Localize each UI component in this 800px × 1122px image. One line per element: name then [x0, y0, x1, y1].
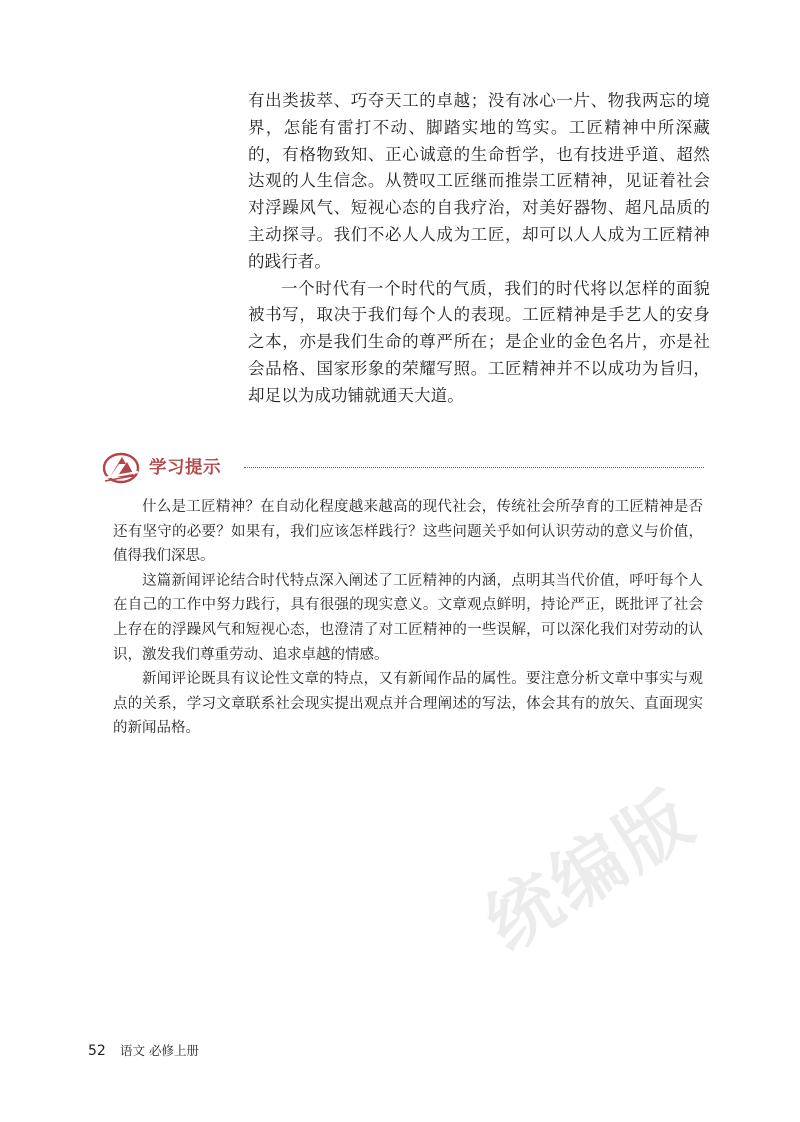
page-number: 52 [88, 1043, 106, 1059]
main-text [248, 88, 710, 410]
main-paragraph-1: 有出类拔萃、巧夺天工的卓越；没有冰心一片、物我两忘的境界，怎能有雷打不动、脚踏实地的笃实。工匠精神中所深藏的，有格物致知、正心诚意的生命哲学，也有技进乎道、超然达观的人生信念。从赞叹工匠继而推崇工匠精神，见证着社会对浮躁风气、短视心态的自我疗治，对美好器物、超凡品质的主动探寻。我们不必人人成为工匠，却可以人人成为工匠精神的践行者。 [248, 91, 710, 271]
tips-paragraph-3: 新闻评论既具有议论性文章的特点，又有新闻作品的属性。要注意分析文章中事实与观点的关系，学习文章联系社会现实提出观点并合理阐述的写法，体会其有的放矢、直面现实的新闻品格。 [113, 671, 703, 737]
edition-watermark: 统编版 [471, 774, 710, 967]
study-tips-title: 学习提示 [149, 458, 221, 478]
dotted-divider [244, 467, 704, 468]
book-name: 语文 必修上册 [119, 1043, 199, 1058]
main-paragraph-2: 一个时代有一个时代的气质，我们的时代将以怎样的面貌被书写，取决于我们每个人的表现。工匠精神是手艺人的安身之本，亦是我们生命的尊严所在；是企业的金色名片，亦是社会品格、国家形象的荣耀写照。工匠精神并不以成功为旨归，却足以为成功铺就通天大道。 [248, 278, 710, 405]
page-footer [88, 1041, 199, 1059]
study-tips-body [113, 495, 703, 741]
study-tips-header [102, 450, 704, 484]
study-tips-icon [102, 450, 140, 484]
tips-paragraph-1: 什么是工匠精神？在自动化程度越来越高的现代社会，传统社会所孕育的工匠精神是否还有坚守的必要？如果有，我们应该怎样践行？这些问题关乎如何认识劳动的意义与价值，值得我们深思。 [113, 499, 703, 565]
tips-paragraph-2: 这篇新闻评论结合时代特点深入阐述了工匠精神的内涵，点明其当代价值，呼吁每个人在自己的工作中努力践行，具有很强的现实意义。文章观点鲜明，持论严正，既批评了社会上存在的浮躁风气和短视心态，也澄清了对工匠精神的一些误解，可以深化我们对劳动的认识，激发我们尊重劳动、追求卓越的情感。 [113, 572, 703, 663]
